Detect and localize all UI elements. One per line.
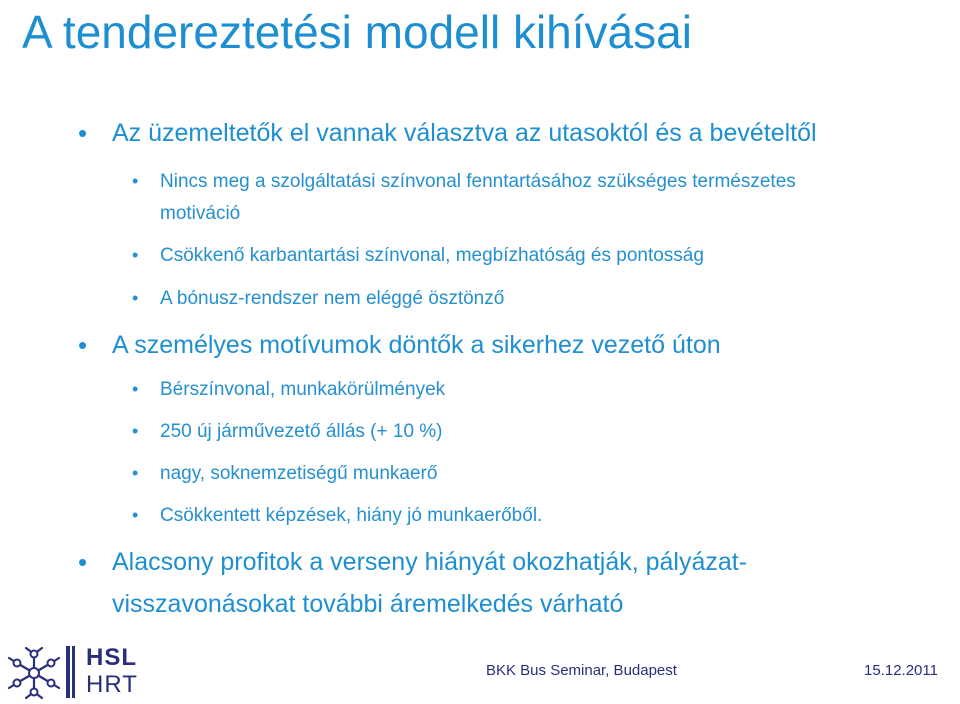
footer-event: BKK Bus Seminar, Budapest	[486, 662, 677, 679]
bullet-item	[132, 503, 543, 529]
bullet-icon: •	[132, 288, 139, 308]
bullet-text: 250 új járművezető állás (+ 10 %)	[160, 421, 443, 442]
logo-text-hrt: HRT	[86, 671, 138, 698]
bullet-text: Csökkenő karbantartási színvonal, megbízhatóság és pontosság	[160, 245, 704, 266]
slide-title: A tendereztetési modell kihívásai	[22, 6, 692, 58]
bullet-text: nagy, soknemzetiségű munkaerő	[160, 463, 438, 484]
network-logo-icon	[6, 644, 62, 702]
bullet-text: Bérszínvonal, munkakörülmények	[160, 379, 446, 400]
bullet-text: visszavonásokat további áremelkedés várható	[112, 590, 624, 618]
bullet-text: Csökkentett képzések, hiány jó munkaerőből.	[160, 505, 543, 526]
bullet-item	[132, 243, 704, 269]
bullet-item-continuation	[112, 587, 623, 621]
bullet-icon: •	[132, 245, 139, 265]
bullet-item	[132, 169, 796, 195]
logo-divider	[66, 646, 70, 698]
bullet-icon: •	[132, 421, 139, 441]
footer-date: 15.12.2011	[864, 662, 938, 679]
bullet-item	[132, 377, 446, 403]
bullet-item	[78, 116, 817, 150]
bullet-icon: •	[78, 118, 88, 148]
logo-divider	[72, 646, 75, 698]
bullet-text: A személyes motívumok döntők a sikerhez vezető úton	[112, 331, 721, 359]
bullet-item	[132, 419, 443, 445]
bullet-icon: •	[132, 463, 139, 483]
bullet-text: Alacsony profitok a verseny hiányát okozhatják, pályázat-	[112, 548, 748, 576]
bullet-icon: •	[132, 171, 139, 191]
bullet-item	[132, 286, 505, 312]
bullet-icon: •	[78, 547, 88, 577]
bullet-item	[78, 545, 748, 579]
bullet-icon: •	[132, 505, 139, 525]
logo-text-hsl: HSL	[86, 644, 137, 671]
bullet-icon: •	[78, 330, 88, 360]
bullet-text: motiváció	[160, 203, 241, 224]
bullet-icon: •	[132, 379, 139, 399]
bullet-text: Nincs meg a szolgáltatási színvonal fenntartásához szükséges természetes	[160, 171, 796, 192]
bullet-text: Az üzemeltetők el vannak választva az utasoktól és a bevételtől	[112, 119, 817, 147]
bullet-item	[132, 461, 438, 487]
bullet-text: A bónusz-rendszer nem eléggé ösztönző	[160, 288, 505, 309]
bullet-item-continuation	[160, 201, 240, 227]
bullet-item	[78, 328, 721, 362]
